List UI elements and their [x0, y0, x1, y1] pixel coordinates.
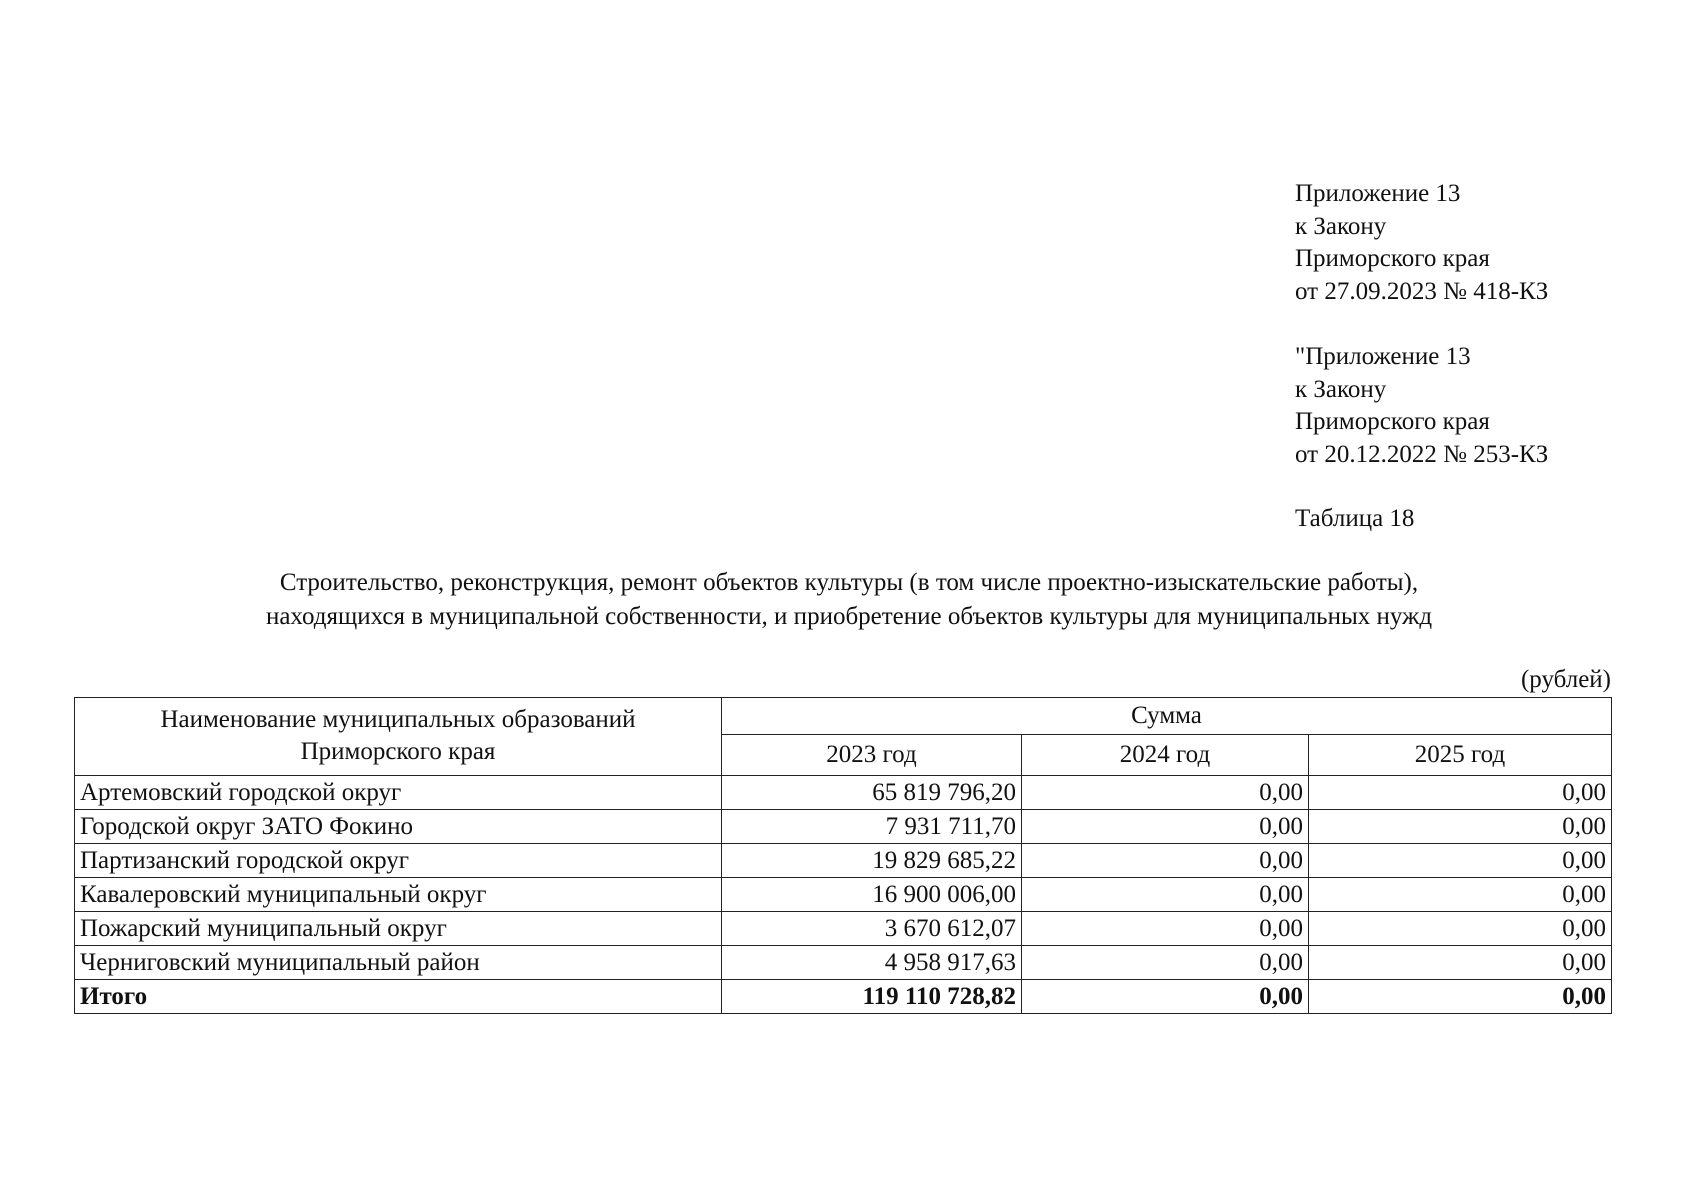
total-2023: 119 110 728,82	[722, 980, 1022, 1014]
amount-2025: 0,00	[1309, 912, 1612, 946]
amount-2025: 0,00	[1309, 844, 1612, 878]
table-row	[75, 946, 1612, 980]
municipality-name: Черниговский муниципальный район	[75, 946, 722, 980]
table-row	[75, 810, 1612, 844]
municipality-name: Городской округ ЗАТО Фокино	[75, 810, 722, 844]
title-line: находящихся в муниципальной собственности, и приобретение объектов культуры для муниципальных нужд	[265, 603, 1433, 630]
appendix-line: Приморского края	[1295, 408, 1490, 435]
amount-2023: 7 931 711,70	[722, 810, 1022, 844]
header-municipality-line: Наименование муниципальных образований	[160, 705, 636, 733]
municipality-name: Пожарский муниципальный округ	[75, 912, 722, 946]
header-sum: Сумма	[722, 698, 1612, 735]
amount-2023: 4 958 917,63	[722, 946, 1022, 980]
table-row	[75, 912, 1612, 946]
amount-2024: 0,00	[1022, 810, 1309, 844]
appendix-reference-current	[1295, 178, 1548, 308]
total-label: Итого	[75, 980, 722, 1014]
amount-2024: 0,00	[1022, 878, 1309, 912]
appendix-line: от 20.12.2022 № 253-КЗ	[1295, 440, 1549, 468]
units-label: (рублей)	[1520, 666, 1611, 693]
amount-2025: 0,00	[1309, 776, 1612, 810]
header-municipality	[75, 698, 722, 776]
municipality-name: Партизанский городской округ	[75, 844, 722, 878]
appendix-reference-original	[1295, 341, 1548, 471]
table-row	[75, 844, 1612, 878]
header-municipality-line: Приморского края	[300, 737, 496, 765]
amount-2025: 0,00	[1309, 946, 1612, 980]
amount-2023: 19 829 685,22	[722, 844, 1022, 878]
municipality-name: Артемовский городской округ	[75, 776, 722, 810]
table-row	[75, 776, 1612, 810]
header-year: 2025 год	[1309, 735, 1612, 776]
table-row	[75, 878, 1612, 912]
amount-2024: 0,00	[1022, 844, 1309, 878]
total-row	[75, 980, 1612, 1014]
document-title	[60, 566, 1638, 634]
header-year: 2023 год	[722, 735, 1022, 776]
amount-2024: 0,00	[1022, 776, 1309, 810]
amount-2023: 65 819 796,20	[722, 776, 1022, 810]
amount-2025: 0,00	[1309, 878, 1612, 912]
title-line: Строительство, реконструкция, ремонт объектов культуры (в том числе проектно-изыскательские работы),	[279, 569, 1419, 596]
appendix-line: к Закону	[1295, 212, 1387, 240]
budget-table	[74, 697, 1612, 1014]
amount-2023: 16 900 006,00	[722, 878, 1022, 912]
amount-2024: 0,00	[1022, 946, 1309, 980]
municipality-name: Кавалеровский муниципальный округ	[75, 878, 722, 912]
appendix-line: от 27.09.2023 № 418-КЗ	[1295, 277, 1549, 305]
amount-2023: 3 670 612,07	[722, 912, 1022, 946]
total-2024: 0,00	[1022, 980, 1309, 1014]
amount-2025: 0,00	[1309, 810, 1612, 844]
header-year: 2024 год	[1022, 735, 1309, 776]
appendix-line: Приморского края	[1295, 245, 1490, 272]
total-2025: 0,00	[1309, 980, 1612, 1014]
amount-2024: 0,00	[1022, 912, 1309, 946]
appendix-line: Приложение 13	[1295, 180, 1461, 207]
appendix-line: к Закону	[1295, 375, 1387, 403]
appendix-line: "Приложение 13	[1295, 343, 1471, 370]
table-number: Таблица 18	[1295, 505, 1415, 532]
